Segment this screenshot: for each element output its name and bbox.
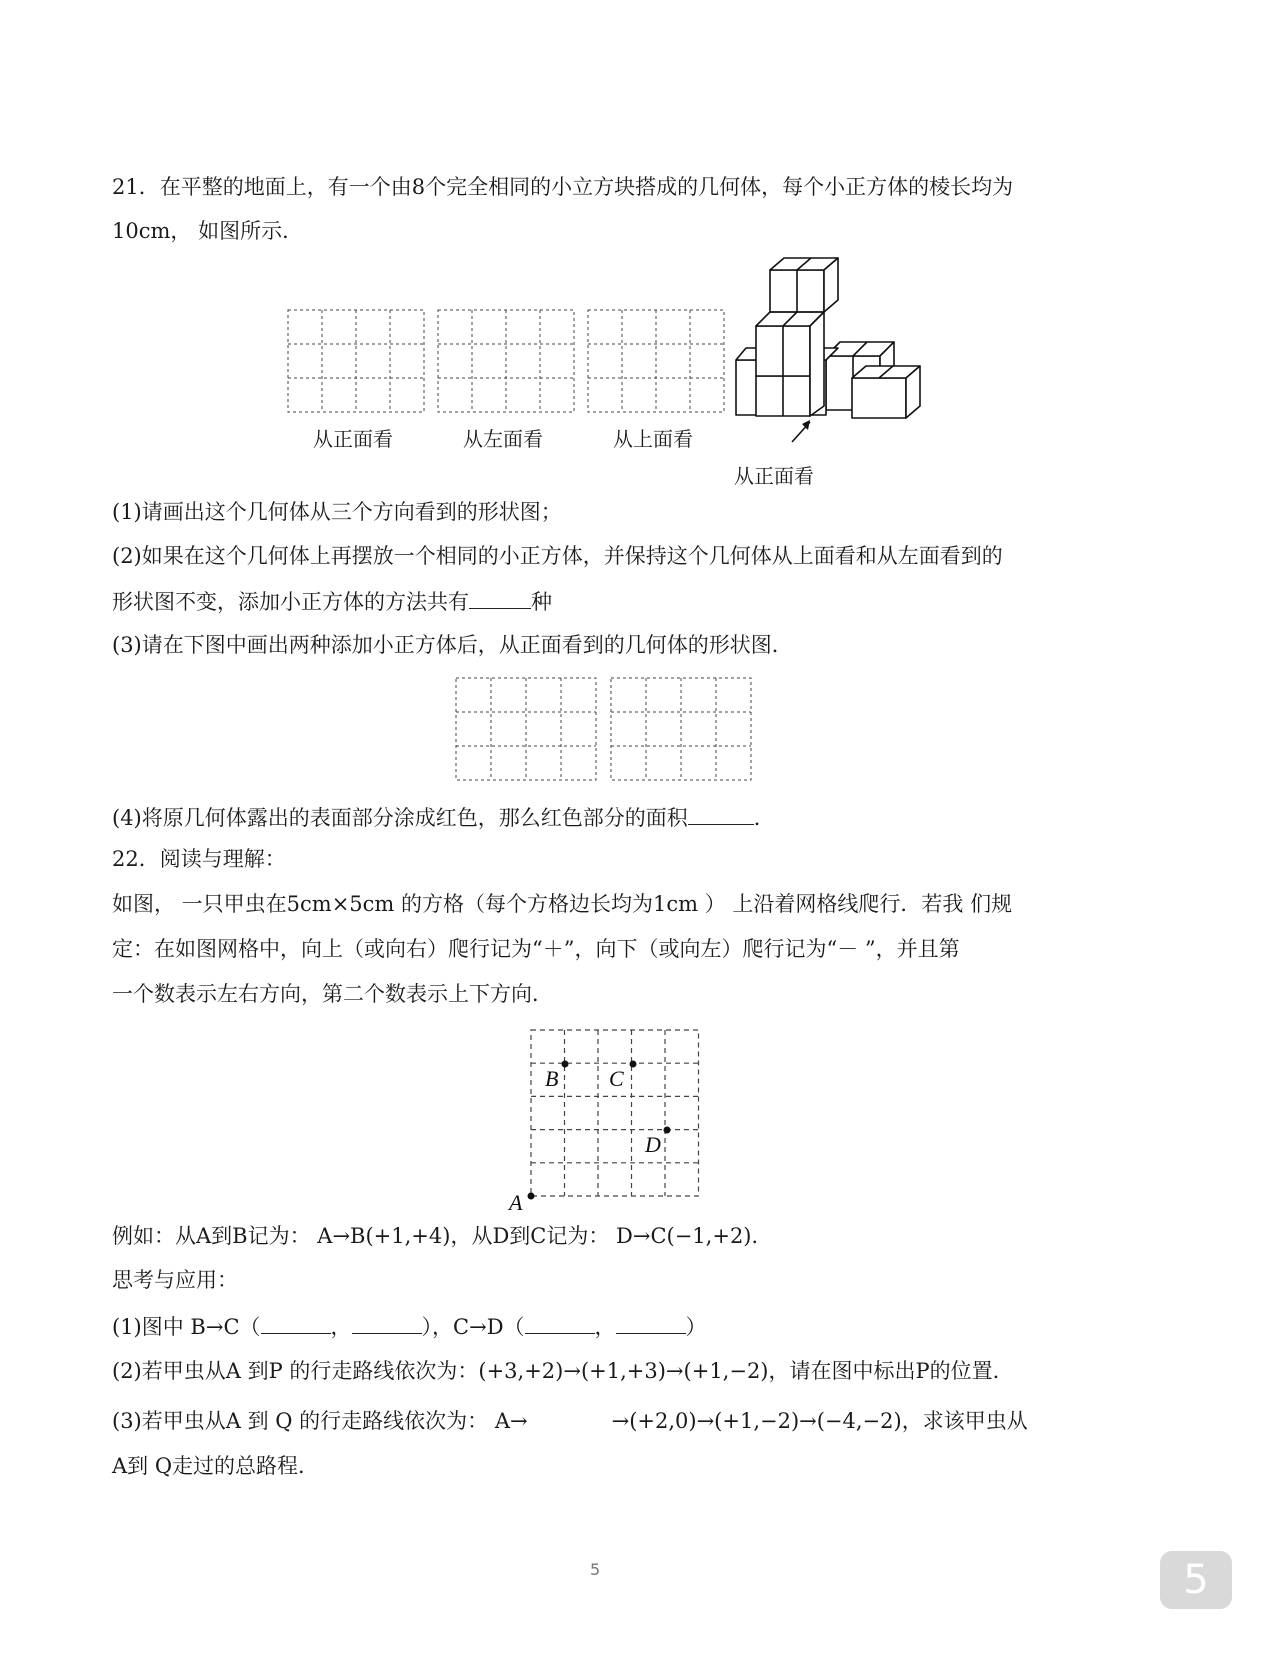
q21-answer-grids	[456, 678, 756, 788]
q22-sub1-b: ，	[330, 1315, 352, 1339]
label-D: D	[645, 1132, 661, 1157]
label-cube-front: 从正面看	[734, 464, 814, 488]
q22-sub3	[112, 1407, 1028, 1435]
label-B: B	[545, 1066, 559, 1091]
q22-sub3-line2: A到 Q走过的总路程．	[112, 1454, 320, 1478]
q21-sub2-line1: (2)如果在这个几何体上再摆放一个相同的小正方体，并保持这个几何体从上面看和从左面看到的	[112, 544, 1003, 568]
q22-example: 例如：从A到B记为： A→B(+1,+4)，从D到C记为： D→C(−1,+2)．	[112, 1224, 773, 1248]
page-number: 5	[590, 1560, 601, 1579]
beetle-grid	[531, 1030, 699, 1196]
answer-blank[interactable]	[525, 1311, 595, 1334]
q21-sub2-text: 形状图不变，添加小正方体的方法共有	[112, 590, 469, 614]
answer-blank[interactable]	[616, 1311, 686, 1334]
q22-sub1-e: ）	[685, 1315, 707, 1339]
q21-sub2-line2	[112, 586, 552, 616]
point-A	[528, 1193, 535, 1200]
q22-sub1-c: ），C→D（	[421, 1315, 525, 1339]
answer-blank[interactable]	[688, 802, 754, 825]
answer-blank[interactable]	[352, 1311, 422, 1334]
q22-think: 思考与应用：	[112, 1268, 238, 1292]
q21-sub3: (3)请在下图中画出两种添加小正方体后，从正面看到的几何体的形状图．	[112, 633, 793, 657]
q21-sub2-unit: 种	[531, 590, 552, 614]
cube-structure-figure	[730, 270, 930, 450]
q22-sub1-d: ，	[594, 1315, 616, 1339]
q21-sub4	[112, 802, 775, 832]
q21-view-grids	[288, 310, 708, 420]
q22-sub1	[112, 1311, 707, 1341]
q22-sub1-a: (1)图中 B→C（	[112, 1315, 261, 1339]
label-front-view: 从正面看	[313, 427, 393, 451]
q22-para1: 如图， 一只甲虫在5cm×5cm 的方格（每个方格边长均为1cm ） 上沿着网格线爬行．若我 们规	[112, 892, 1013, 916]
label-left-view: 从左面看	[463, 427, 543, 451]
q22-para3: 一个数表示左右方向，第二个数表示上下方向．	[112, 982, 553, 1006]
q21-stem-line2: 10cm， 如图所示．	[112, 219, 304, 243]
label-C: C	[609, 1066, 624, 1091]
q22-title: 22．阅读与理解：	[112, 847, 286, 871]
q22-sub2: (2)若甲虫从A 到P 的行走路线依次为：(+3,+2)→(+1,+3)→(+1,−2)，请在图中标出P的位置．	[112, 1359, 1014, 1383]
answer-blank[interactable]	[469, 586, 531, 609]
label-top-view: 从上面看	[613, 427, 693, 451]
point-B	[562, 1061, 569, 1068]
q22-para2: 定：在如图网格中，向上（或向右）爬行记为“＋”，向下（或向左）爬行记为“－ ”，并且第	[112, 937, 960, 961]
q21-stem-line1: 21．在平整的地面上，有一个由8个完全相同的小立方块搭成的几何体，每个小正方体的棱长均为	[112, 175, 1014, 199]
q22-sub3-a: (3)若甲虫从A 到 Q 的行走路线依次为： A→	[112, 1409, 528, 1433]
point-C	[630, 1061, 637, 1068]
q21-sub1: (1)请画出这个几何体从三个方向看到的形状图；	[112, 500, 562, 524]
q21-sub4-text: (4)将原几何体露出的表面部分涂成红色，那么红色部分的面积	[112, 806, 688, 830]
q21-sub4-end: ．	[753, 806, 775, 830]
label-A: A	[509, 1190, 523, 1215]
point-D	[664, 1127, 671, 1134]
answer-blank[interactable]	[261, 1311, 331, 1334]
page-badge[interactable]: 5	[1160, 1551, 1232, 1609]
q22-sub3-b: →(+2,0)→(+1,−2)→(−4,−2)，求该甲虫从	[611, 1409, 1028, 1433]
beetle-grid-figure	[505, 1020, 745, 1220]
